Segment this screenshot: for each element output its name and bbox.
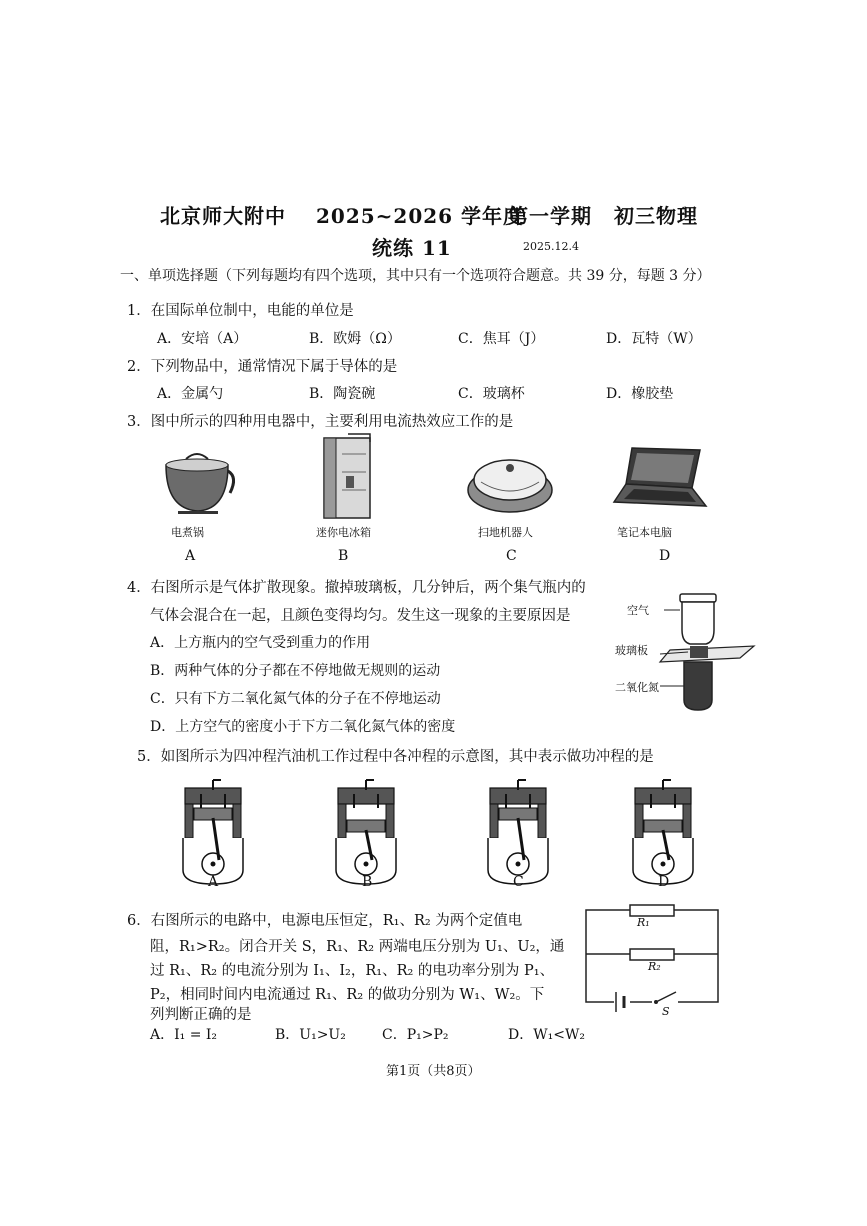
course-name: 初三物理 (614, 204, 698, 228)
q4-label-air: 空气 (627, 604, 649, 617)
resistor-r2 (630, 949, 674, 960)
q5-stem: 5．如图所示为四冲程汽油机工作过程中各冲程的示意图，其中表示做功冲程的是 (137, 749, 654, 765)
q4-option-a[interactable]: A．上方瓶内的空气受到重力的作用 (150, 635, 371, 651)
q2-option-a[interactable]: A．金属勺 (157, 386, 224, 402)
q3-letter-d[interactable]: D (659, 548, 671, 564)
engine-a-diagram (183, 780, 243, 884)
q2-option-c[interactable]: C．玻璃杯 (458, 386, 525, 402)
q2-option-b[interactable]: B．陶瓷碗 (309, 386, 376, 402)
q1-option-c[interactable]: C．焦耳（J） (458, 331, 545, 347)
q3-caption-b: 迷你电冰箱 (316, 526, 371, 539)
q4-label-no2: 二氧化氮 (615, 681, 659, 694)
q6-option-b[interactable]: B．U₁>U₂ (275, 1027, 346, 1043)
q6-line5: 列判断正确的是 (150, 1007, 252, 1023)
q1-option-a[interactable]: A．安培（A） (157, 331, 248, 347)
q6-option-c[interactable]: C．P₁>P₂ (382, 1027, 449, 1043)
q6-line1: 6．右图所示的电路中，电源电压恒定，R₁、R₂ 为两个定值电 (127, 913, 523, 929)
engine-c-diagram (488, 780, 548, 884)
circuit-label-s: S (662, 1005, 670, 1018)
q1-stem: 1．在国际单位制中，电能的单位是 (127, 303, 354, 319)
q4-stem-line1: 4．右图所示是气体扩散现象。撤掉玻璃板，几分钟后，两个集气瓶内的 (127, 580, 586, 596)
q5-letter-d[interactable]: D (658, 874, 670, 890)
q1-option-d[interactable]: D．瓦特（W） (606, 331, 702, 347)
q4-stem-line2: 气体会混合在一起，且颜色变得均匀。发生这一现象的主要原因是 (150, 608, 571, 624)
engine-b-diagram (336, 780, 396, 884)
q5-letter-b[interactable]: B (362, 874, 373, 890)
q4-option-c[interactable]: C．只有下方二氧化氮气体的分子在不停地运动 (150, 691, 441, 707)
section-heading: 一、单项选择题（下列每题均有四个选项，其中只有一个选项符合题意。共 39 分，每题 3 分） (120, 268, 711, 284)
q4-option-b[interactable]: B．两种气体的分子都在不停地做无规则的运动 (150, 663, 441, 679)
engine-d-diagram (633, 780, 693, 884)
q6-option-a[interactable]: A．I₁ = I₂ (150, 1027, 218, 1043)
q5-letter-a[interactable]: A (208, 874, 219, 890)
q3-caption-a: 电煮锅 (171, 526, 204, 539)
q6-option-d[interactable]: D．W₁<W₂ (508, 1027, 585, 1043)
q6-line4: P₂，相同时间内电流通过 R₁、R₂ 的做功分别为 W₁、W₂。下 (150, 987, 545, 1003)
q5-letter-c[interactable]: C (513, 874, 524, 890)
q4-option-d[interactable]: D．上方空气的密度小于下方二氧化氮气体的密度 (150, 719, 456, 735)
page-footer: 第1页（共8页） (386, 1064, 481, 1079)
school-year: 2025~2026 学年度 (316, 204, 525, 228)
q6-line2: 阻，R₁>R₂。闭合开关 S，R₁、R₂ 两端电压分别为 U₁、U₂，通 (150, 939, 565, 955)
q1-option-b[interactable]: B．欧姆（Ω） (309, 331, 401, 347)
circuit-label-r1: R₁ (637, 916, 650, 929)
q2-option-d[interactable]: D．橡胶垫 (606, 386, 674, 402)
resistor-r1 (630, 905, 674, 916)
school-term: 第一学期 (508, 204, 592, 228)
q4-label-glass: 玻璃板 (615, 644, 648, 657)
q3-letter-c[interactable]: C (506, 548, 517, 564)
exam-date: 2025.12.4 (523, 240, 579, 253)
exam-title: 统练 11 (372, 236, 452, 260)
q3-letter-b[interactable]: B (338, 548, 349, 564)
q2-stem: 2．下列物品中，通常情况下属于导体的是 (127, 359, 398, 375)
q3-caption-c: 扫地机器人 (478, 526, 533, 539)
q6-line3: 过 R₁、R₂ 的电流分别为 I₁、I₂，R₁、R₂ 的电功率分别为 P₁、 (150, 963, 555, 979)
q3-caption-d: 笔记本电脑 (617, 526, 672, 539)
school-name: 北京师大附中 (160, 204, 286, 228)
q3-letter-a[interactable]: A (185, 548, 196, 564)
circuit-label-r2: R₂ (648, 960, 661, 973)
q3-stem: 3．图中所示的四种用电器中，主要利用电流热效应工作的是 (127, 414, 514, 430)
